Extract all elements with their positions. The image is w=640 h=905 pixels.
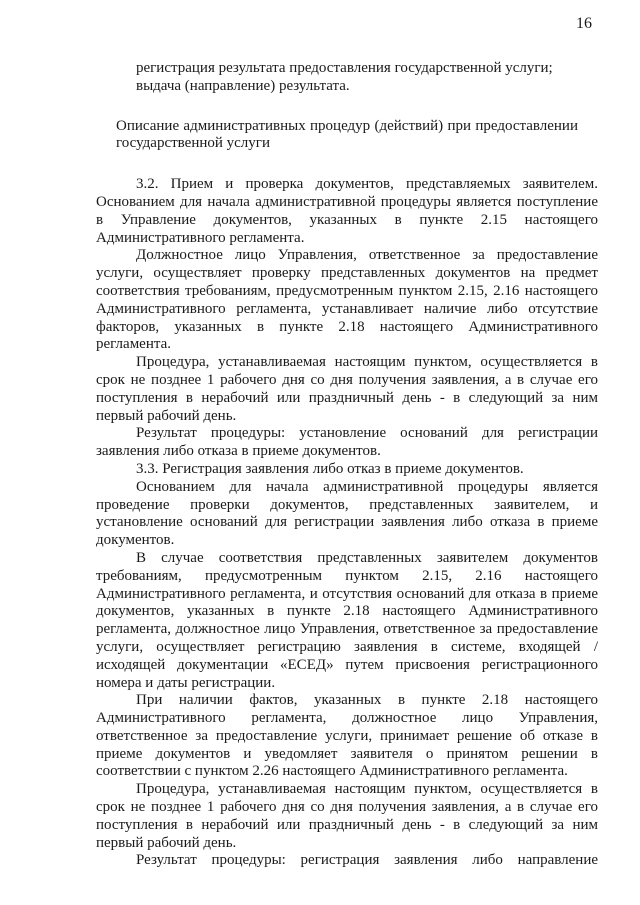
paragraph: Процедура, устанавливаемая настоящим пунктом, осуществляется в срок не позднее 1 рабочего дня со дня получения заявления, а в случае его поступления в нерабочий или праздничный день - в следующий за ним первый рабочий день.: [96, 354, 598, 424]
paragraph: Основанием для начала административной процедуры является проведение проверки документов, представленных заявителем, и установление оснований для регистрации заявления либо отказа в приеме документов.: [96, 478, 598, 549]
intro-line: выдача (направление) результата.: [136, 77, 350, 94]
paragraph: Процедура, устанавливаемая настоящим пунктом, осуществляется в срок не позднее 1 рабочего дня со дня получения заявления, а в случае его поступления в нерабочий или праздничный день - в следующий за ним первый рабочий день.: [96, 781, 598, 851]
intro-line: регистрация результата предоставления государственной услуги;: [136, 60, 553, 76]
paragraph: Результат процедуры: установление оснований для регистрации заявления либо отказа в приеме документов.: [96, 425, 598, 460]
paragraph: 3.2. Прием и проверка документов, представляемых заявителем. Основанием для начала административной процедуры является поступление в Управление документов, указанных в пункте 2.15 настоящего Административного регламента.: [96, 176, 598, 246]
paragraph: Результат процедуры: регистрация заявления либо направление: [136, 852, 598, 869]
document-body: [96, 60, 598, 870]
paragraph: 3.3. Регистрация заявления либо отказ в приеме документов.: [136, 460, 524, 477]
page-number: 16: [576, 15, 592, 32]
paragraph: При наличии фактов, указанных в пункте 2.18 настоящего Административного регламента, должностное лицо Управления, ответственное за предоставление услуги, принимает решение об отказе в приеме документов и уведомляет заявителя о принятом решении в соответствии с пунктом 2.26 настоящего Административного регламента.: [96, 692, 598, 780]
paragraph: В случае соответствия представленных заявителем документов требованиям, предусмотренным пунктом 2.15, 2.16 настоящего Административного регламента, и отсутствия оснований для отказа в приеме документов, указанных в пункте 2.18 настоящего Административного регламента, должностное лицо Управления, ответственное за предоставление услуги, осуществляет регистрацию заявления в системе, входящей /исходящей документации «ЕСЕД» путем присвоения регистрационного номера и даты регистрации.: [96, 549, 598, 691]
paragraph: Должностное лицо Управления, ответственное за предоставление услуги, осуществляет проверку представленных документов на предмет соответствия требованиям, предусмотренным пунктом 2.15, 2.16 настоящего Административного регламента, устанавливает наличие либо отсутствие факторов, указанных в пункте 2.18 настоящего Административного регламента.: [96, 247, 598, 353]
section-heading: Описание административных процедур (действий) при предоставлении государственной услуги: [116, 117, 578, 152]
